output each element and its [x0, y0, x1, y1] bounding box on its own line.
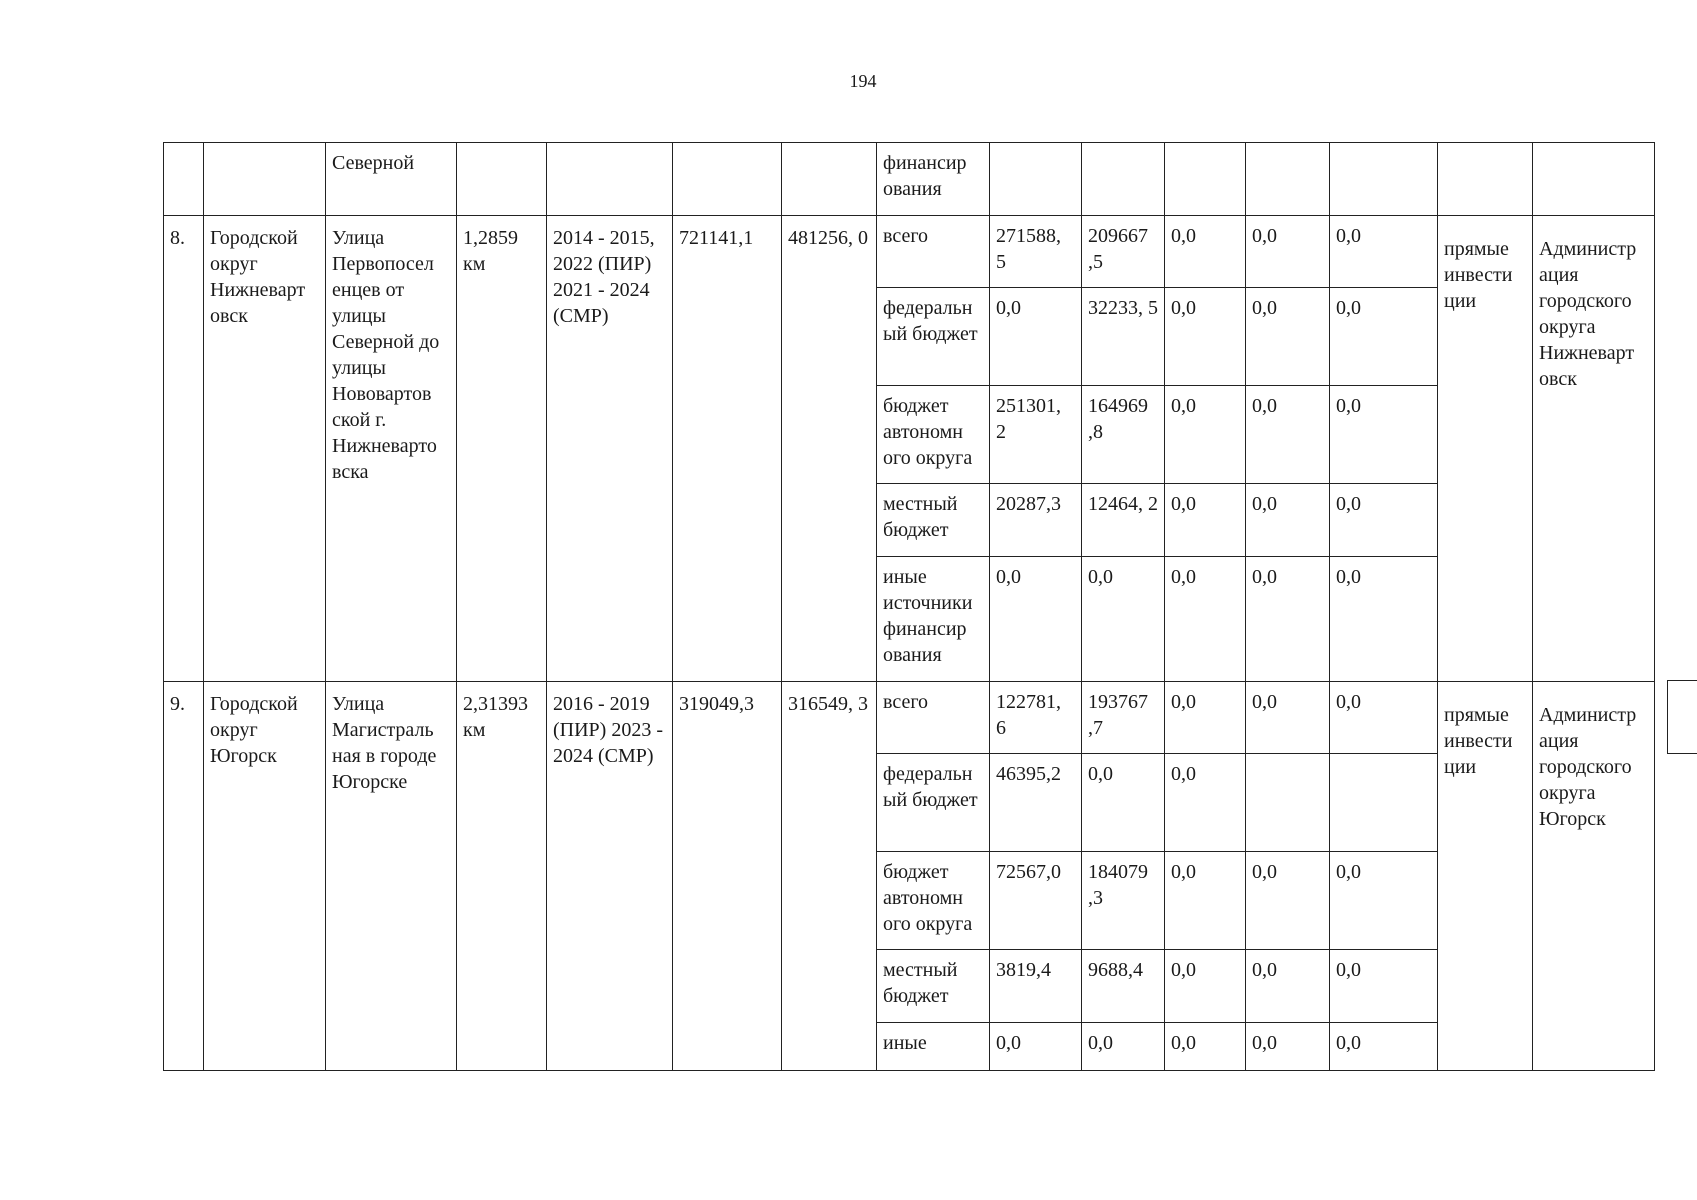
cell-value: 184079 ,3 [1082, 852, 1165, 950]
cell-value: 0,0 [1246, 288, 1330, 386]
cell-value: 9688,4 [1082, 950, 1165, 1023]
cell-funding-source: иные источники финансир ования [877, 557, 990, 682]
investment-objects-table [163, 142, 1655, 1071]
cell-customer: Администр ация городского округа Нижневарт овск [1533, 216, 1655, 682]
cell-cost-total: 319049,3 [673, 682, 782, 1071]
cell-value: 32233, 5 [1082, 288, 1165, 386]
cell-capacity: 1,2859 км [457, 216, 547, 682]
cell-value: 0,0 [990, 288, 1082, 386]
cell-investment-type: прямые инвести ции [1438, 216, 1533, 682]
cell-value: 0,0 [1165, 484, 1246, 557]
cell-value: 46395,2 [990, 754, 1082, 852]
cell-object: Северной [326, 143, 457, 216]
cell-value: 0,0 [990, 1023, 1082, 1071]
cell-value: 0,0 [1246, 682, 1330, 754]
cell-num [164, 143, 204, 216]
cell-funding-source: финансир ования [877, 143, 990, 216]
cell-value: 0,0 [1330, 682, 1438, 754]
cell-value: 20287,3 [990, 484, 1082, 557]
cell-cost-remaining: 316549, 3 [782, 682, 877, 1071]
cell-investment-type: прямые инвести ции [1438, 682, 1533, 1071]
cell-value: 0,0 [1165, 1023, 1246, 1071]
cell-cost-total: 721141,1 [673, 216, 782, 682]
cell-value: 122781, 6 [990, 682, 1082, 754]
table-row [164, 216, 1655, 288]
cell-funding-source: бюджет автономн ого округа [877, 386, 990, 484]
cell-value: 0,0 [990, 557, 1082, 682]
cell-funding-source: местный бюджет [877, 484, 990, 557]
cell-value: 0,0 [1330, 950, 1438, 1023]
cell-period: 2016 - 2019 (ПИР) 2023 - 2024 (СМР) [547, 682, 673, 1071]
cell-value: 0,0 [1246, 852, 1330, 950]
cell-value: 12464, 2 [1082, 484, 1165, 557]
cell-value: 0,0 [1165, 386, 1246, 484]
cell-value: 0,0 [1165, 754, 1246, 852]
cell-funding-source: бюджет автономн ого округа [877, 852, 990, 950]
cell-value: 0,0 [1246, 216, 1330, 288]
cell-value [1246, 754, 1330, 852]
cell-value: 0,0 [1330, 852, 1438, 950]
cell-customer: Администр ация городского округа Югорск [1533, 682, 1655, 1071]
cell-value: 0,0 [1165, 950, 1246, 1023]
cell-value: 72567,0 [990, 852, 1082, 950]
cell-value: 0,0 [1082, 1023, 1165, 1071]
cell-value: 0,0 [1246, 950, 1330, 1023]
cell-municipality: Городской округ Югорск [204, 682, 326, 1071]
cell-value: 164969 ,8 [1082, 386, 1165, 484]
cell-value: 0,0 [1330, 1023, 1438, 1071]
cell-funding-source: всего [877, 682, 990, 754]
cell-funding-source: федеральн ый бюджет [877, 754, 990, 852]
cell-value: 0,0 [1246, 386, 1330, 484]
cell-num: 8. [164, 216, 204, 682]
cell-value: 0,0 [1082, 754, 1165, 852]
cell-funding-source: иные [877, 1023, 990, 1071]
cell-period: 2014 - 2015, 2022 (ПИР) 2021 - 2024 (СМР) [547, 216, 673, 682]
cell-value: 0,0 [1246, 1023, 1330, 1071]
cell-value: 0,0 [1246, 557, 1330, 682]
cell-cost-remaining: 481256, 0 [782, 216, 877, 682]
table-row [164, 682, 1655, 754]
cell-value: 209667 ,5 [1082, 216, 1165, 288]
cell-object: Улица Первопосел енцев от улицы Северной до улицы Нововартов ской г. Нижневарто вска [326, 216, 457, 682]
cell-value: 193767 ,7 [1082, 682, 1165, 754]
cell-value: 0,0 [1246, 484, 1330, 557]
cell-object: Улица Магистраль ная в городе Югорске [326, 682, 457, 1071]
cell-value: 0,0 [1330, 484, 1438, 557]
cell-municipality [204, 143, 326, 216]
cell-capacity: 2,31393 км [457, 682, 547, 1071]
cell-value: 0,0 [1330, 386, 1438, 484]
cell-num: 9. [164, 682, 204, 1071]
cell-value: 0,0 [1330, 288, 1438, 386]
cell-value: 0,0 [1165, 288, 1246, 386]
cell-value [1330, 754, 1438, 852]
cell-value: 0,0 [1165, 216, 1246, 288]
cell-value: 0,0 [1330, 216, 1438, 288]
adjacent-table-edge [1667, 680, 1697, 754]
cell-funding-source: всего [877, 216, 990, 288]
cell-value: 3819,4 [990, 950, 1082, 1023]
page-number: 194 [849, 71, 877, 91]
cell-value: 0,0 [1165, 557, 1246, 682]
cell-funding-source: федеральн ый бюджет [877, 288, 990, 386]
cell-value: 0,0 [1330, 557, 1438, 682]
cell-funding-source: местный бюджет [877, 950, 990, 1023]
cell-value: 271588, 5 [990, 216, 1082, 288]
cell-value: 0,0 [1165, 852, 1246, 950]
cell-value: 0,0 [1082, 557, 1165, 682]
table-row [164, 143, 1655, 216]
cell-municipality: Городской округ Нижневарт овск [204, 216, 326, 682]
cell-value: 251301, 2 [990, 386, 1082, 484]
cell-value: 0,0 [1165, 682, 1246, 754]
